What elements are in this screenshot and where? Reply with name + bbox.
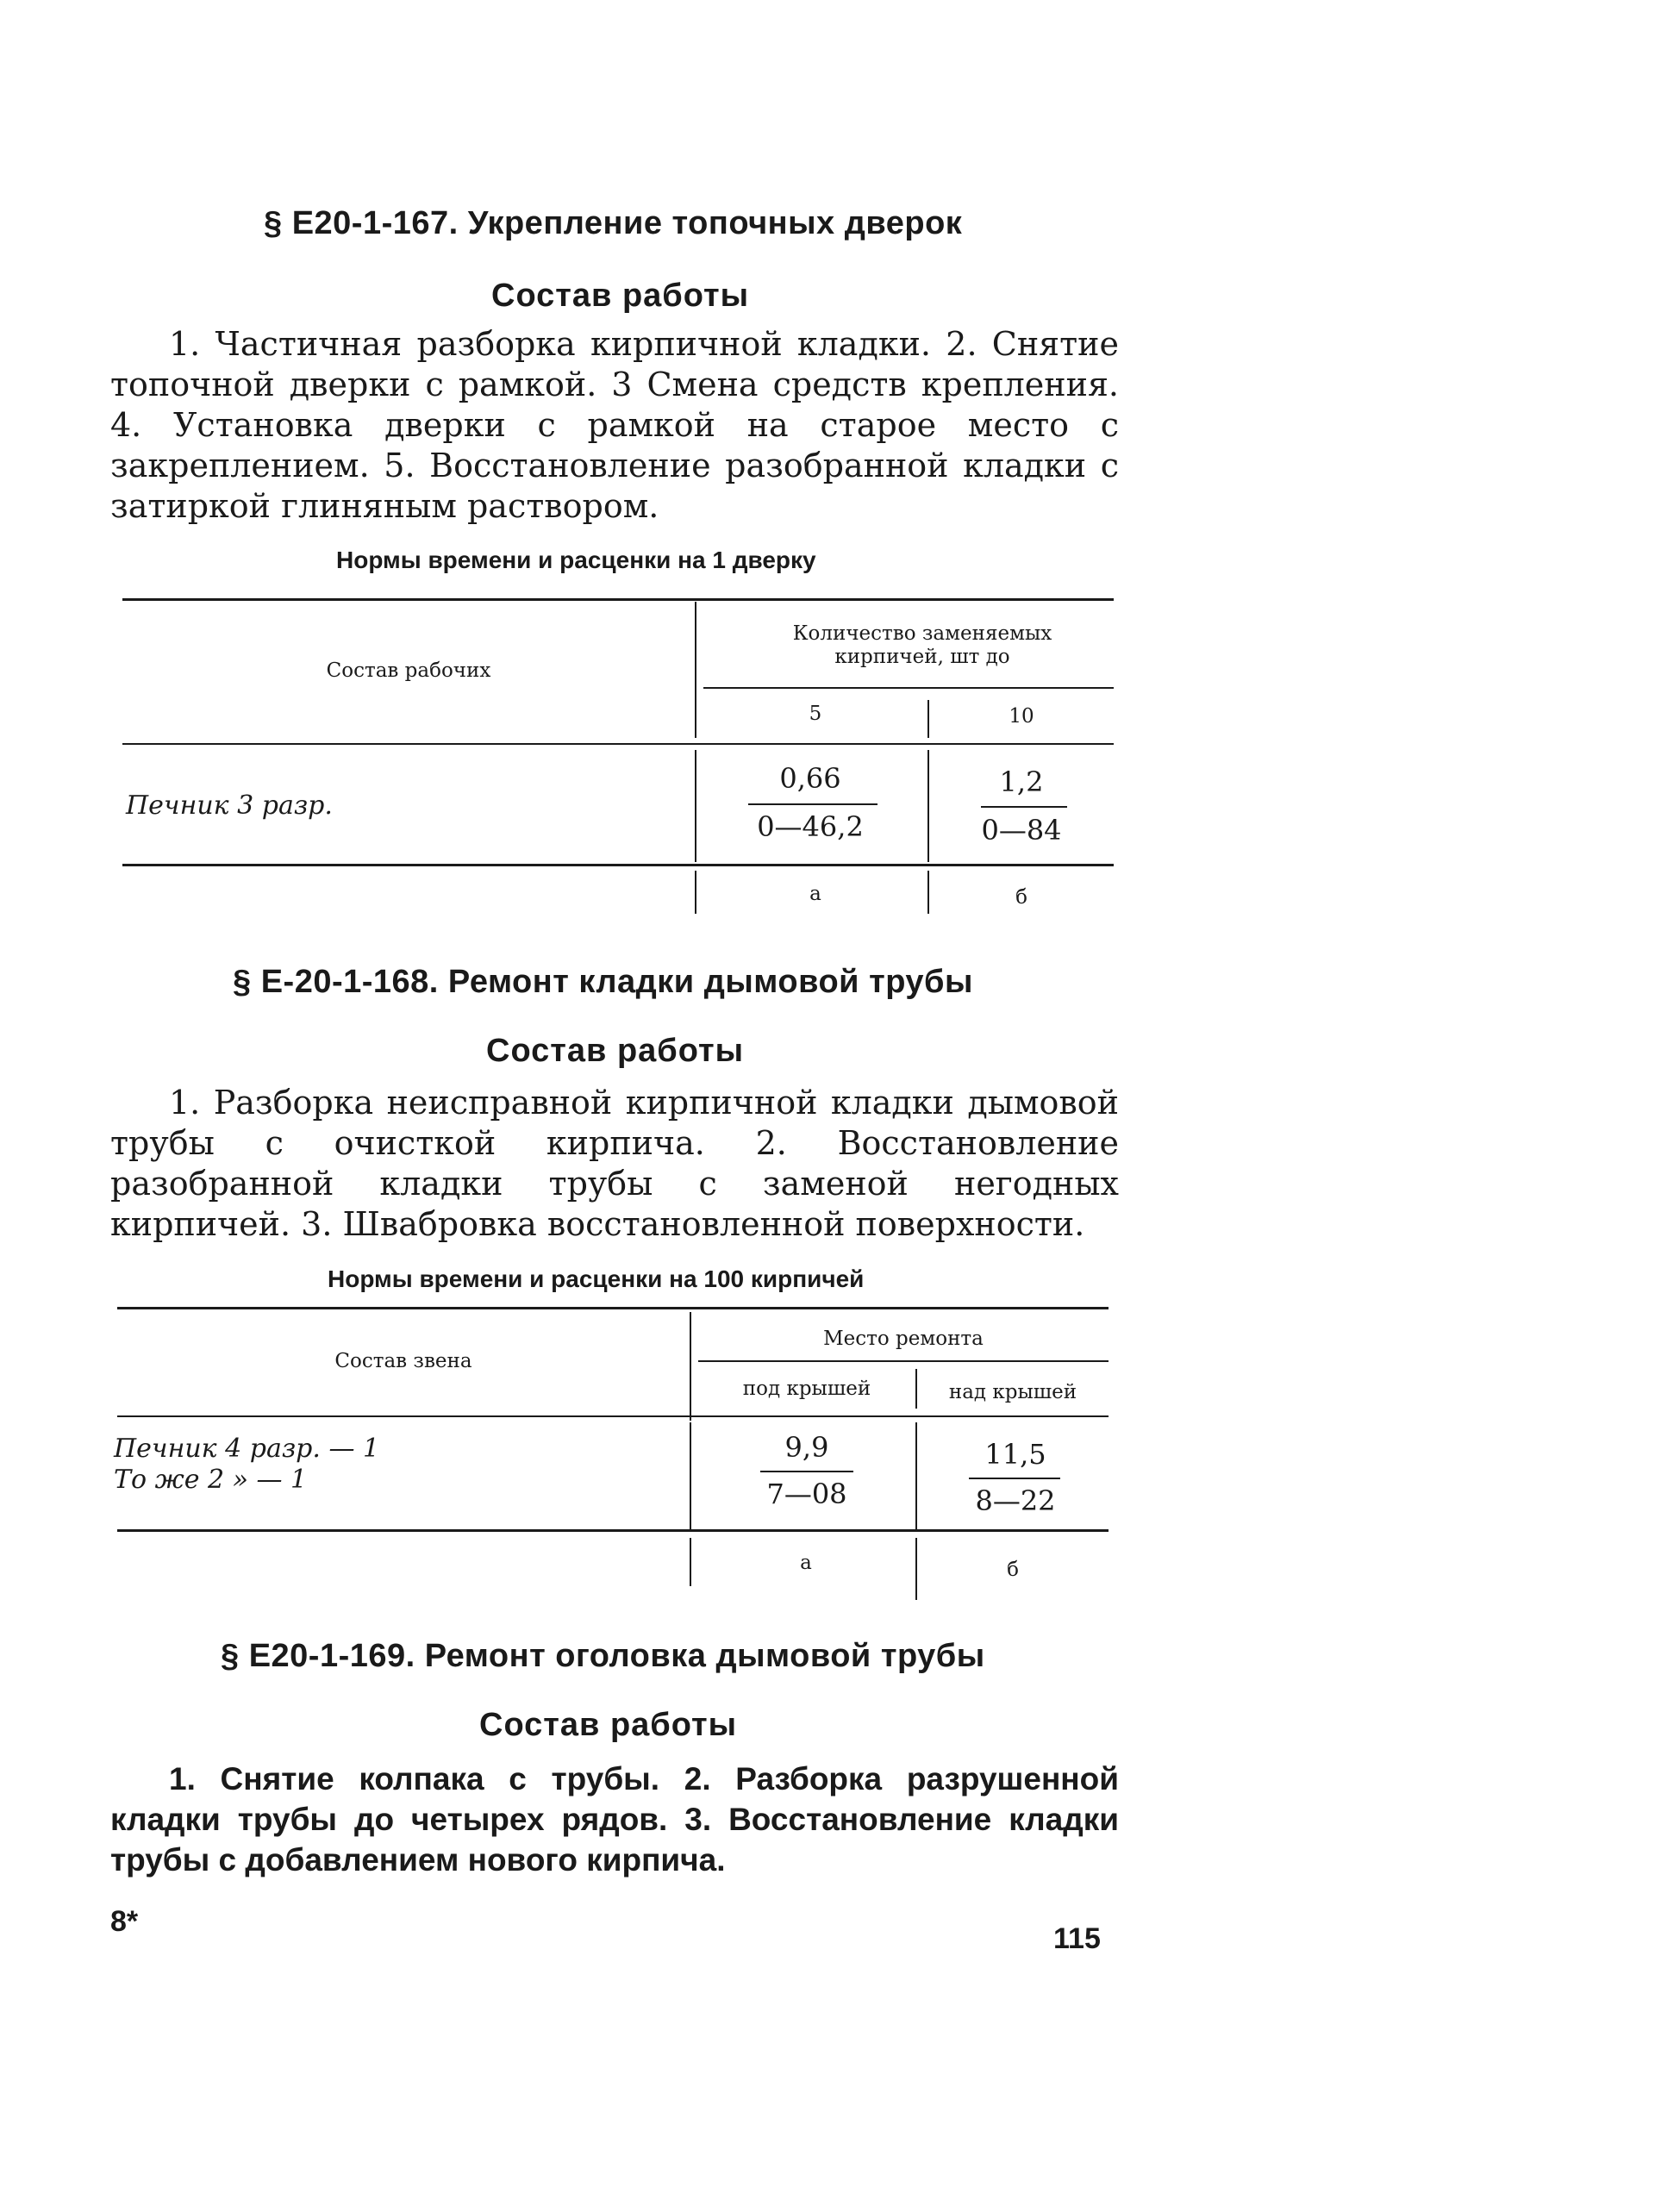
value-bottom: 0—84 bbox=[981, 814, 1062, 847]
work-heading-168: Состав работы bbox=[486, 1033, 745, 1069]
table-caption-167: Нормы времени и расценки на 1 дверку bbox=[336, 547, 816, 573]
work-text-167: 1. Частичная разборка кирпичной кладки. 2. Снятие топочной дверки с рамкой. 3 Смена средств крепления. 4. Установка дверки с рамкой на старое место с закреплением. 5. Восстановление разобранной кладки с затиркой глиняным раствором. bbox=[110, 325, 1119, 525]
section-title-168: § Е-20-1-168. Ремонт кладки дымовой трубы bbox=[233, 964, 973, 1000]
work-text-168: 1. Разборка неисправной кирпичной кладки дымовой трубы с очисткой кирпича. 2. Восстановление разобранной кладки трубы с заменой негодных кирпичей. 3. Швабровка восстановленной поверхности. bbox=[110, 1084, 1119, 1243]
col-header-left: Состав звена bbox=[334, 1350, 472, 1372]
work-text-169: 1. Снятие колпака с трубы. 2. Разборка разрушенной кладки трубы до четырех рядов. 3. Восстановление кладки трубы с добавлением нового кирпича. bbox=[110, 1761, 1119, 1878]
work-heading-167: Состав работы bbox=[491, 278, 750, 314]
col-header-left: Состав рабочих bbox=[326, 659, 491, 682]
value-bottom: 7—08 bbox=[766, 1478, 847, 1510]
footer-b: б bbox=[1015, 886, 1027, 909]
value-top: 11,5 bbox=[984, 1438, 1046, 1471]
row-label-line: Печник 4 разр. — 1 bbox=[114, 1434, 380, 1464]
section-title-169: § Е20-1-169. Ремонт оголовка дымовой трубы bbox=[221, 1638, 985, 1674]
work-heading-169: Состав работы bbox=[479, 1707, 738, 1743]
subcol-under-roof: под крышей bbox=[742, 1378, 871, 1400]
footer-a: а bbox=[809, 883, 821, 905]
footer-a: а bbox=[800, 1552, 812, 1574]
section-title-167: § Е20-1-167. Укрепление топочных дверок bbox=[264, 205, 963, 241]
value-bottom: 0—46,2 bbox=[757, 810, 864, 843]
subcol-above-roof: над крышей bbox=[948, 1381, 1077, 1403]
value-top: 1,2 bbox=[999, 765, 1044, 798]
col-header-group: Количество заменяемых кирпичей, шт до bbox=[792, 622, 1052, 668]
footer-b: б bbox=[1007, 1559, 1019, 1581]
value-top: 9,9 bbox=[784, 1431, 829, 1464]
table-caption-168: Нормы времени и расценки на 100 кирпичей bbox=[328, 1265, 865, 1292]
subcol-5: 5 bbox=[809, 703, 822, 725]
row-label: Печник 3 разр. bbox=[126, 790, 333, 821]
signature-mark: 8* bbox=[110, 1905, 139, 1938]
subcol-10: 10 bbox=[1009, 705, 1034, 728]
value-bottom: 8—22 bbox=[975, 1484, 1056, 1517]
row-label-line: То же 2 » — 1 bbox=[114, 1465, 308, 1495]
page-number: 115 bbox=[1053, 1922, 1101, 1955]
col-header-group: Место ремонта bbox=[823, 1328, 984, 1350]
value-top: 0,66 bbox=[779, 762, 841, 795]
